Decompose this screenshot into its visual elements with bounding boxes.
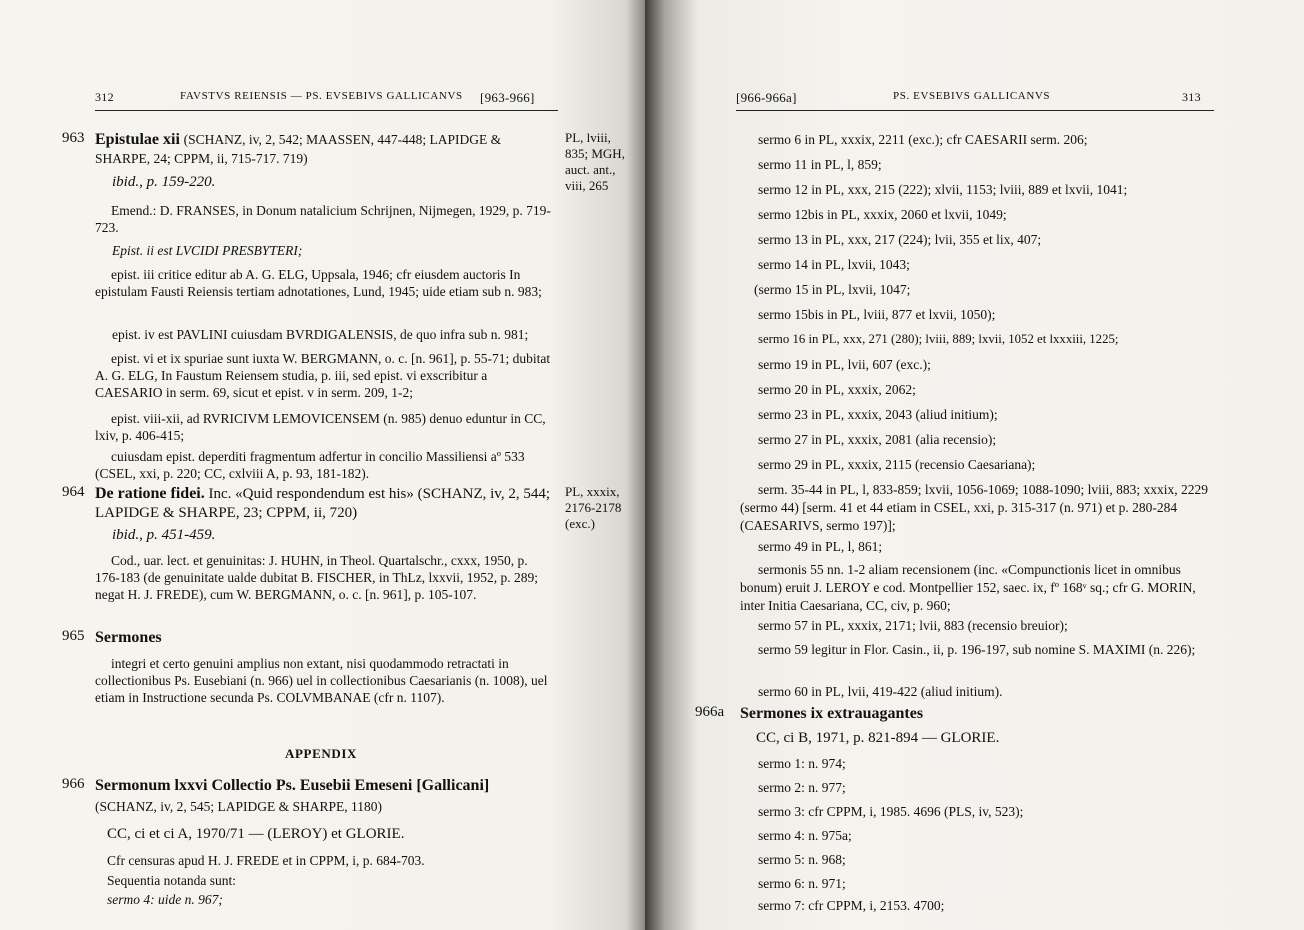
extra-sermo-5: sermo 5: n. 968; bbox=[758, 852, 846, 867]
entry-963-note-6: cuiusdam epist. deperditi fragmentum adfertur in concilio Massiliensi aº 533 (CSEL, xxi, p. 220; CC, cxlviii A, p. 93, 181-182). bbox=[95, 449, 525, 481]
right-header-rule bbox=[736, 110, 1214, 111]
entry-number-963: 963 bbox=[62, 130, 85, 146]
entry-963-note-4: epist. vi et ix spuriae sunt iuxta W. BERGMANN, o. c. [n. 961], p. 55-71; dubitat A. G. ELG, In Faustum Reiensem studia, p. iii, sed epist. vi exscribitur a CAESARIO in serm. 69, sicut et epist. v in serm. 209, 1-2; bbox=[95, 351, 551, 400]
sermo-line-8: sermo 16 in PL, xxx, 271 (280); lviii, 889; lxvii, 1052 et lxxxiii, 1225; bbox=[758, 332, 1119, 346]
extra-sermo-2: sermo 2: n. 977; bbox=[758, 780, 846, 795]
sermo-line-1: sermo 11 in PL, l, 859; bbox=[758, 157, 882, 172]
sermo-line-13: sermo 29 in PL, xxxix, 2115 (recensio Caesariana); bbox=[758, 457, 1036, 472]
entry-number-966a: 966a bbox=[695, 704, 725, 720]
entry-966a-title: Sermones ix extrauagantes bbox=[740, 705, 924, 722]
entry-number-965: 965 bbox=[62, 628, 85, 644]
entry-966-seq: Sequentia notanda sunt: bbox=[107, 873, 236, 888]
sermo-55: sermonis 55 nn. 1-2 aliam recensionem (inc. «Compunctionis licet in omnibus bonum) eruit J. LEROY e cod. Montpellier 152, saec. ix, fº 168ᵛ sq.; cfr G. MORIN, inter Initia Caesariana, CC, civ, p. 960; bbox=[740, 562, 1196, 613]
sermo-line-2: sermo 12 in PL, xxx, 215 (222); xlvii, 1153; lviii, 889 et lxvii, 1041; bbox=[758, 182, 1128, 197]
extra-sermo-7: sermo 7: cfr CPPM, i, 2153. 4700; bbox=[758, 898, 945, 913]
left-page-number: 312 bbox=[95, 90, 114, 104]
sermo-49: sermo 49 in PL, l, 861; bbox=[758, 539, 883, 554]
entry-963-note-1: Epist. ii est LVCIDI PRESBYTERI; bbox=[112, 243, 303, 258]
extra-sermo-3: sermo 3: cfr CPPM, i, 1985. 4696 (PLS, iv, 523); bbox=[758, 804, 1024, 819]
entry-964-title: De ratione fidei. bbox=[95, 485, 205, 502]
right-range: [966-966a] bbox=[736, 90, 797, 105]
extra-sermo-4: sermo 4: n. 975a; bbox=[758, 828, 852, 843]
right-page-number: 313 bbox=[1182, 90, 1201, 104]
left-range: [963-966] bbox=[480, 90, 535, 105]
sermo-60: sermo 60 in PL, lvii, 419-422 (aliud initium). bbox=[758, 684, 1003, 699]
sermo-line-4: sermo 13 in PL, xxx, 217 (224); lvii, 355 et lix, 407; bbox=[758, 232, 1042, 247]
extra-sermo-6: sermo 6: n. 971; bbox=[758, 876, 846, 891]
entry-966-title: Sermonum lxxvi Collectio Ps. Eusebii Emeseni [Gallicani] bbox=[95, 777, 490, 794]
serm-35-44: serm. 35-44 in PL, l, 833-859; lxvii, 1056-1069; 1088-1090; lviii, 883; xxxix, 2229 (sermo 44) [serm. 41 et 44 etiam in CSEL, xxi, p. 315-317 (n. 971) et p. 280-284 (CAESARIVS, sermo 197)]; bbox=[740, 482, 1208, 533]
entry-963-sidenote: PL, lviii, 835; MGH, auct. ant., viii, 265 bbox=[565, 130, 625, 193]
entry-963-note-3: epist. iv est PAVLINI cuiusdam BVRDIGALENSIS, de quo infra sub n. 981; bbox=[112, 327, 529, 342]
entry-965-title: Sermones bbox=[95, 629, 162, 646]
sermo-line-11: sermo 23 in PL, xxxix, 2043 (aliud initium); bbox=[758, 407, 998, 422]
entry-964-sidenote: PL, xxxix, 2176-2178 (exc.) bbox=[565, 484, 622, 531]
entry-963-ref: (SCHANZ, iv, 2, 542; MAASSEN, 447-448; LAPIDGE & SHARPE, 24; CPPM, ii, 715-717. 719) bbox=[95, 132, 502, 166]
entry-964-note: Cod., uar. lect. et genuinitas: J. HUHN, in Theol. Quartalschr., cxxx, 1950, p. 176-183 (de genuinitate ualde dubitat B. FISCHER, in ThLz, lxxvii, 1952, p. 289; negat H. J. FREDE), cum W. BERGMANN, o. c. [n. 961], p. 105-107. bbox=[95, 553, 538, 602]
entry-963-ibid: ibid., p. 159-220. bbox=[112, 174, 216, 190]
right-running-title: PS. EVSEBIVS GALLICANVS bbox=[893, 90, 1051, 102]
sermo-line-6: (sermo 15 in PL, lxvii, 1047; bbox=[754, 282, 911, 297]
entry-966-cfr: Cfr censuras apud H. J. FREDE et in CPPM, i, p. 684-703. bbox=[107, 853, 425, 868]
entry-number-964: 964 bbox=[62, 484, 85, 500]
sermo-57: sermo 57 in PL, xxxix, 2171; lvii, 883 (recensio breuior); bbox=[758, 618, 1068, 633]
entry-965-text: integri et certo genuini amplius non extant, nisi quodammodo retractati in collectionibus Ps. Eusebiani (n. 966) uel in collectionibus Caesarianis (n. 1008), uel etiam in Instructione secunda Ps. COLVMBANAE (cfr n. 1107). bbox=[95, 656, 548, 705]
entry-964-ibid: ibid., p. 451-459. bbox=[112, 527, 216, 543]
entry-963-note-0: Emend.: D. FRANSES, in Donum natalicium Schrijnen, Nijmegen, 1929, p. 719-723. bbox=[95, 203, 551, 235]
entry-963-title: Epistulae xii bbox=[95, 131, 180, 148]
entry-964-ref: Inc. «Quid respondendum est his» (SCHANZ, iv, 2, 544; LAPIDGE & SHARPE, 23; CPPM, ii, 720) bbox=[95, 486, 550, 521]
sermo-line-7: sermo 15bis in PL, lviii, 877 et lxvii, 1050); bbox=[758, 307, 996, 322]
sermo-59: sermo 59 legitur in Flor. Casin., ii, p. 196-197, sub nomine S. MAXIMI (n. 226); bbox=[758, 642, 1196, 657]
left-page bbox=[0, 0, 645, 930]
entry-963-note-5: epist. viii-xii, ad RVRICIVM LEMOVICENSEM (n. 985) denuo eduntur in CC, lxiv, p. 406-415; bbox=[95, 411, 546, 443]
extra-sermo-1: sermo 1: n. 974; bbox=[758, 756, 846, 771]
sermo-line-10: sermo 20 in PL, xxxix, 2062; bbox=[758, 382, 916, 397]
right-page bbox=[645, 0, 1304, 930]
entry-963-note-2: epist. iii critice editur ab A. G. ELG, Uppsala, 1946; cfr eiusdem auctoris In epistulam Fausti Reiensis tertiam adnotationes, Lund, 1945; uide etiam sub n. 983; bbox=[95, 267, 542, 299]
entry-966-cc: CC, ci et ci A, 1970/71 — (LEROY) et GLORIE. bbox=[107, 826, 405, 842]
entry-964-heading bbox=[95, 484, 555, 523]
sermo-line-5: sermo 14 in PL, lxvii, 1043; bbox=[758, 257, 910, 272]
sermo-line-0: sermo 6 in PL, xxxix, 2211 (exc.); cfr CAESARII serm. 206; bbox=[758, 132, 1088, 147]
sermo-line-9: sermo 19 in PL, lvii, 607 (exc.); bbox=[758, 357, 931, 372]
entry-966-s4: sermo 4: uide n. 967; bbox=[107, 892, 223, 907]
entry-966a-cc: CC, ci B, 1971, p. 821-894 — GLORIE. bbox=[756, 730, 1000, 746]
entry-963-heading bbox=[95, 130, 555, 169]
sermo-line-12: sermo 27 in PL, xxxix, 2081 (alia recensio); bbox=[758, 432, 997, 447]
appendix-heading: APPENDIX bbox=[285, 746, 357, 761]
sermo-line-3: sermo 12bis in PL, xxxix, 2060 et lxvii, 1049; bbox=[758, 207, 1007, 222]
entry-number-966: 966 bbox=[62, 776, 85, 792]
left-header-rule bbox=[95, 110, 558, 111]
left-running-title: FAVSTVS REIENSIS — PS. EVSEBIVS GALLICANVS bbox=[180, 90, 463, 102]
entry-966-ref: (SCHANZ, iv, 2, 545; LAPIDGE & SHARPE, 1180) bbox=[95, 799, 383, 814]
